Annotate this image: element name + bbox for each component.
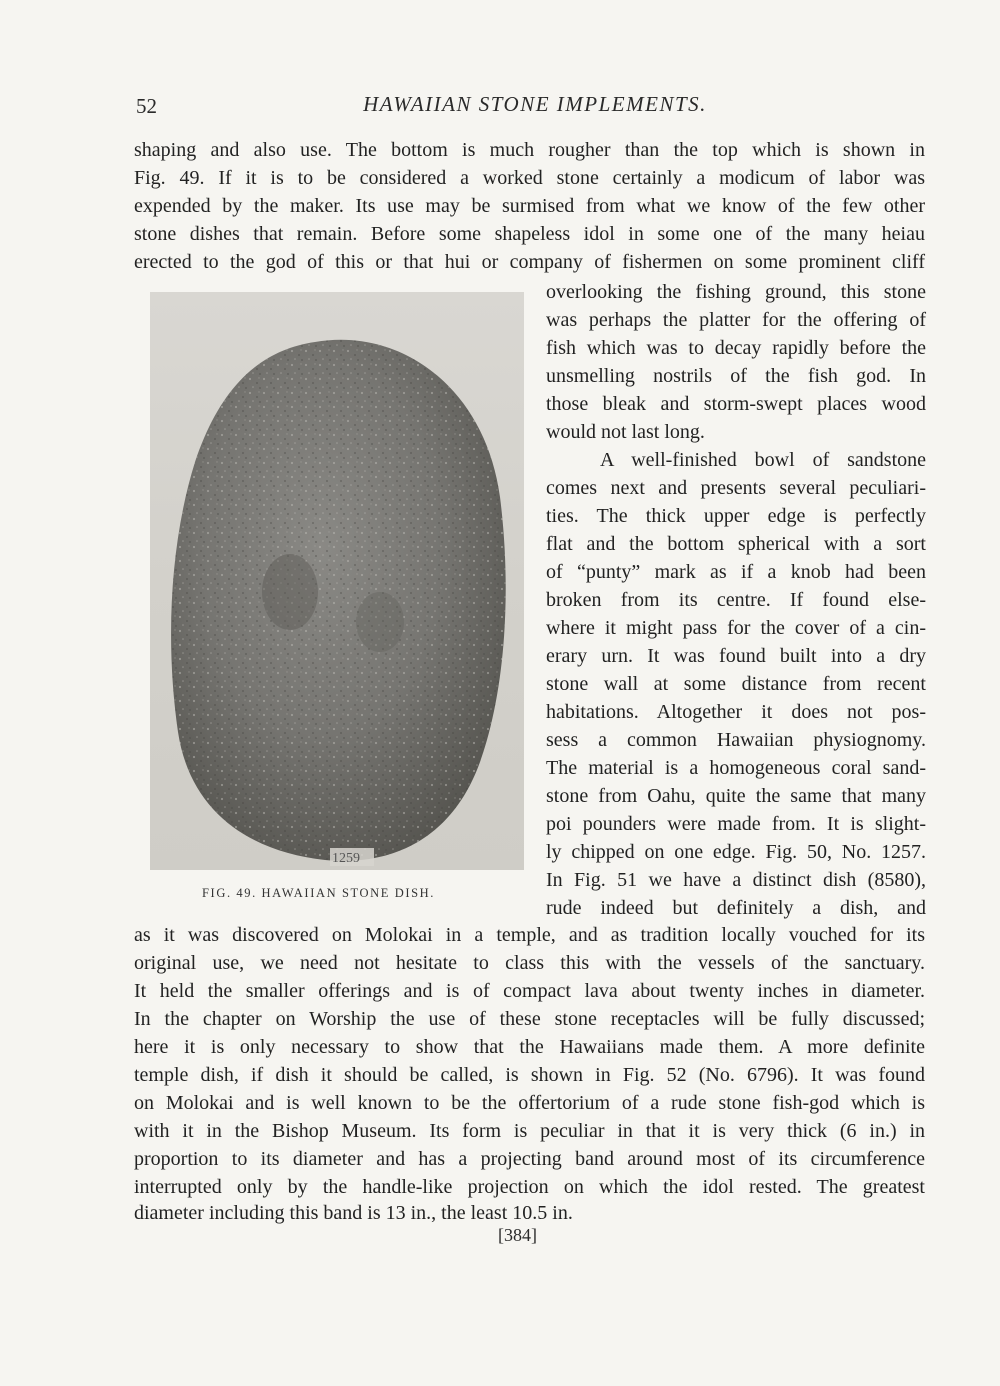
body-text-line: where it might pass for the cover of a cin- — [546, 617, 926, 639]
body-text-line: broken from its centre. If found else- — [546, 589, 926, 611]
body-text-line: The material is a homogeneous coral sand- — [546, 757, 926, 779]
body-text-line: as it was discovered on Molokai in a temple, and as tradition locally vouched for its — [134, 924, 925, 946]
body-text-line: habitations. Altogether it does not pos- — [546, 701, 926, 723]
body-text-line: was perhaps the platter for the offering of — [546, 309, 926, 331]
body-text-line: of “punty” mark as if a knob had been — [546, 561, 926, 583]
body-text-line: It held the smaller offerings and is of compact lava about twenty inches in diameter. — [134, 980, 925, 1002]
body-text-line: comes next and presents several peculiari- — [546, 477, 926, 499]
body-text-line: original use, we need not hesitate to class this with the vessels of the sanctuary. — [134, 952, 925, 974]
body-text-line: erected to the god of this or that hui or company of fishermen on some prominent cliff — [134, 251, 925, 273]
body-text-line: on Molokai and is well known to be the offertorium of a rude stone fish-god which is — [134, 1092, 925, 1114]
running-title: HAWAIIAN STONE IMPLEMENTS. — [363, 92, 707, 116]
body-text-line: A well-finished bowl of sandstone — [600, 449, 926, 471]
body-text-line: here it is only necessary to show that the Hawaiians made them. A more definite — [134, 1036, 925, 1058]
figure-stone-dish-photo — [150, 292, 524, 870]
body-text-line: those bleak and storm-swept places wood — [546, 393, 926, 415]
body-text-line: fish which was to decay rapidly before the — [546, 337, 926, 359]
page-number: 52 — [136, 94, 157, 118]
body-text-line: In the chapter on Worship the use of these stone receptacles will be fully discussed; — [134, 1008, 925, 1030]
body-text-line: ties. The thick upper edge is perfectly — [546, 505, 926, 527]
body-text-line: stone wall at some distance from recent — [546, 673, 926, 695]
body-text-line: ly chipped on one edge. Fig. 50, No. 1257. — [546, 841, 926, 863]
body-text-line: with it in the Bishop Museum. Its form is peculiar in that it is very thick (6 in.) in — [134, 1120, 925, 1142]
body-text-line: rude indeed but definitely a dish, and — [546, 897, 926, 919]
body-text-line: would not last long. — [546, 421, 705, 443]
body-text-line: flat and the bottom spherical with a sort — [546, 533, 926, 555]
body-text-line: unsmelling nostrils of the fish god. In — [546, 365, 926, 387]
body-text-line: shaping and also use. The bottom is much rougher than the top which is shown in — [134, 139, 925, 161]
body-text-line: stone from Oahu, quite the same that many — [546, 785, 926, 807]
figure-caption: FIG. 49. HAWAIIAN STONE DISH. — [202, 886, 436, 900]
body-text-line: expended by the maker. Its use may be surmised from what we know of the few other — [134, 195, 925, 217]
folio-number: [384] — [498, 1225, 537, 1245]
body-text-line: overlooking the fishing ground, this stone — [546, 281, 926, 303]
body-text-line: interrupted only by the handle-like projection on which the idol rested. The greatest — [134, 1176, 925, 1198]
body-text-line: Fig. 49. If it is to be considered a worked stone certainly a modicum of labor was — [134, 167, 925, 189]
body-text-line: diameter including this band is 13 in., the least 10.5 in. — [134, 1202, 573, 1224]
body-text-line: In Fig. 51 we have a distinct dish (8580), — [546, 869, 926, 891]
body-text-line: sess a common Hawaiian physiognomy. — [546, 729, 926, 751]
body-text-line: poi pounders were made from. It is slight- — [546, 813, 926, 835]
body-text-line: stone dishes that remain. Before some shapeless idol in some one of the many heiau — [134, 223, 925, 245]
stone-dish-illustration — [150, 292, 524, 870]
body-text-line: proportion to its diameter and has a projecting band around most of its circumference — [134, 1148, 925, 1170]
body-text-line: temple dish, if dish it should be called, is shown in Fig. 52 (No. 6796). It was found — [134, 1064, 925, 1086]
specimen-label: 1259 — [332, 851, 360, 866]
body-text-line: erary urn. It was found built into a dry — [546, 645, 926, 667]
